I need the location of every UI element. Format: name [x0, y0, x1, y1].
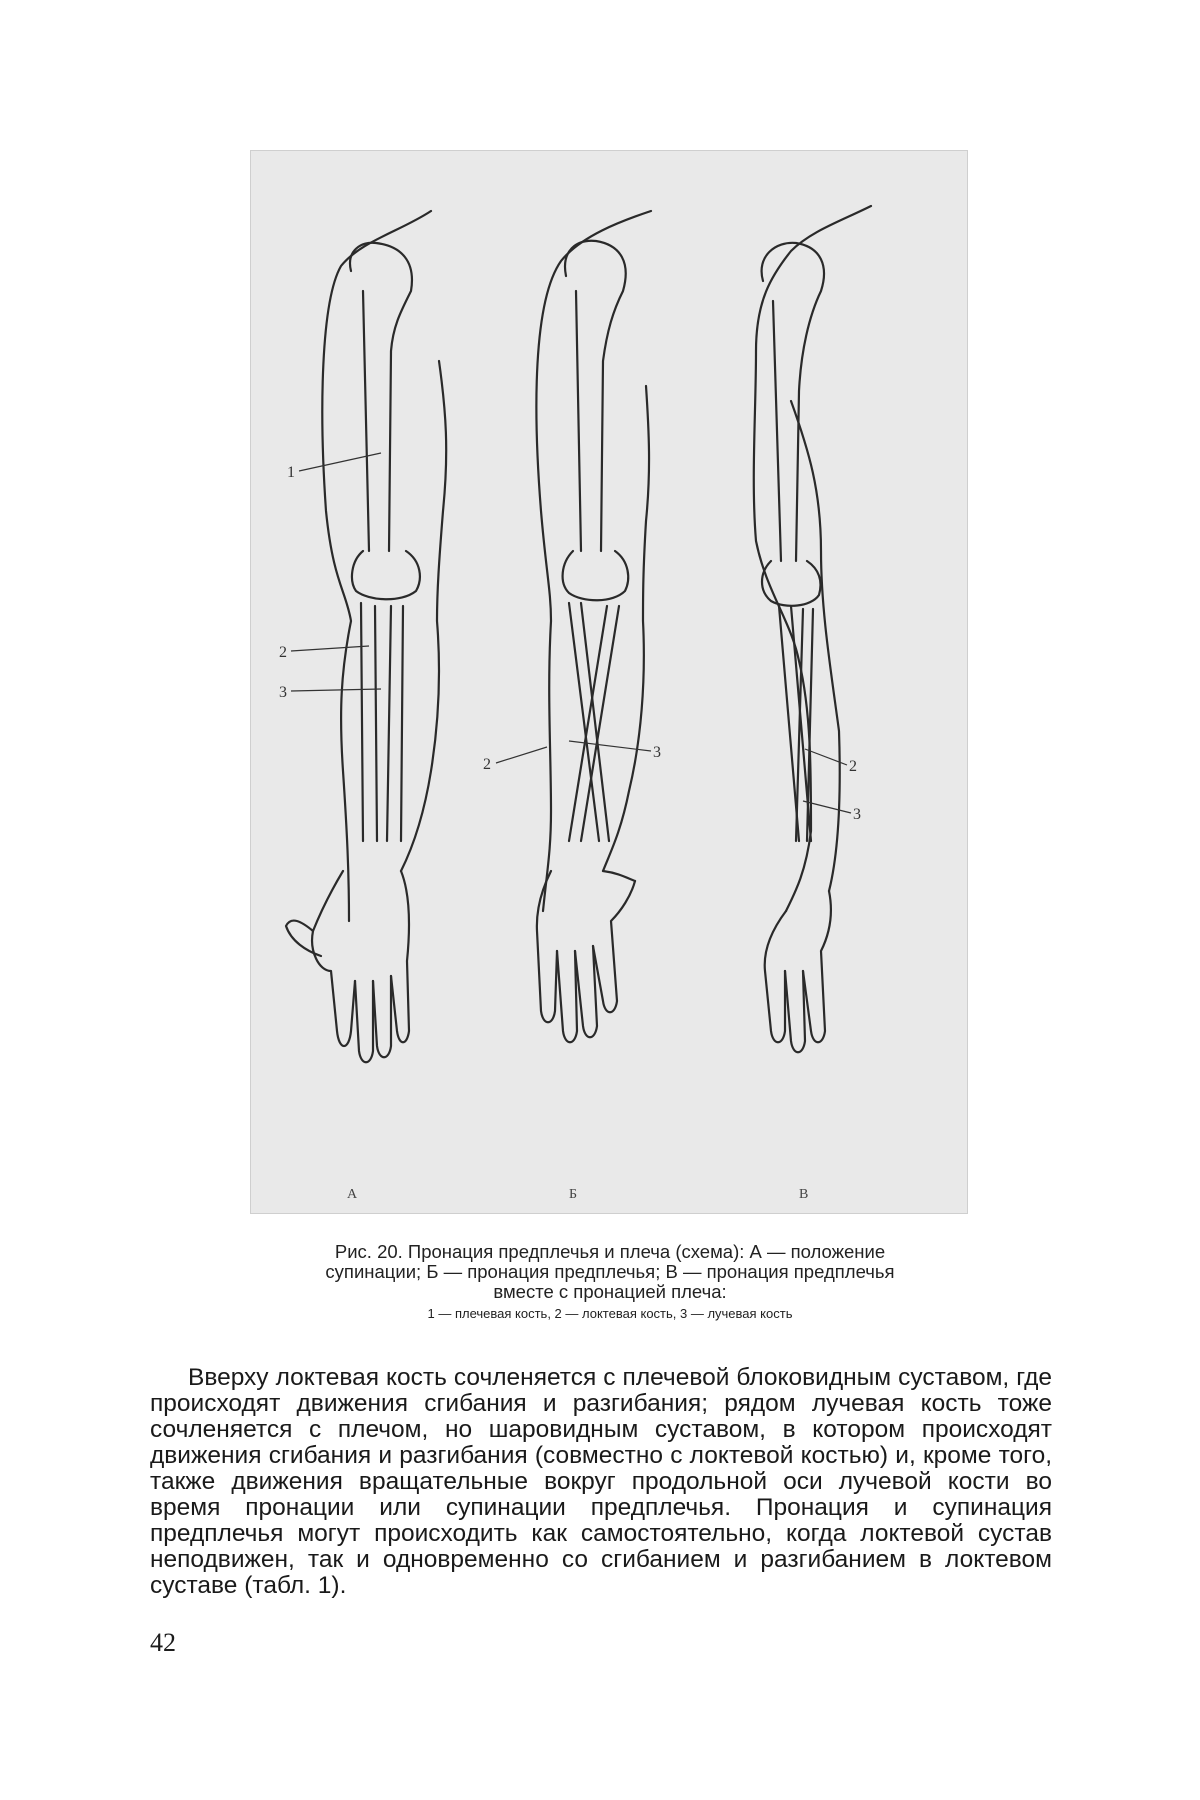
arm-b-drawing: [536, 211, 651, 1042]
caption-line-1: Рис. 20. Пронация предплечья и плеча (схема): А — положение: [334, 1241, 886, 1262]
arm-a-drawing: [286, 211, 446, 1062]
anatomy-figure: [250, 150, 968, 1214]
callout-a-2: 2: [279, 644, 287, 661]
arm-drawings: [251, 151, 967, 1213]
caption-legend: 1 — плечевая кость, 2 — локтевая кость, 3 — лучевая кость: [427, 1306, 793, 1321]
panel-label-a: А: [347, 1187, 358, 1202]
callout-c-3: 3: [853, 806, 861, 823]
caption-line-3: вместе с пронацией плеча:: [493, 1281, 727, 1302]
page-number: 42: [150, 1628, 176, 1657]
figure-caption: [230, 1242, 990, 1322]
arm-c-drawing: [754, 206, 871, 1052]
panel-label-c: В: [799, 1187, 809, 1202]
callout-b-3: 3: [653, 744, 661, 761]
callout-c-2: 2: [849, 758, 857, 775]
panel-label-b: Б: [569, 1187, 578, 1202]
body-paragraph: Вверху локтевая кость сочленяется с плечевой блоковидным суставом, где происходят движения сгибания и разгибания; рядом лучевая кость тоже сочленяется с плечом, но шаровидным суставом, в котором происходят движения сгибания и разгибания (совместно с локтевой костью) и, кроме того, также движения вращательные вокруг продольной оси лучевой кости во время пронации или супинации предплечья. Пронация и супинация предплечья могут происходить как самостоятельно, когда локтевой сустав неподвижен, так и одновременно со сгибанием и разгибанием в локтевом суставе (табл. 1).: [150, 1364, 1052, 1599]
caption-line-2: супинации; Б — пронация предплечья; В — пронация предплечья: [325, 1261, 895, 1282]
callout-a-1: 1: [287, 464, 295, 481]
callout-a-3: 3: [279, 684, 287, 701]
callout-b-2: 2: [483, 756, 491, 773]
